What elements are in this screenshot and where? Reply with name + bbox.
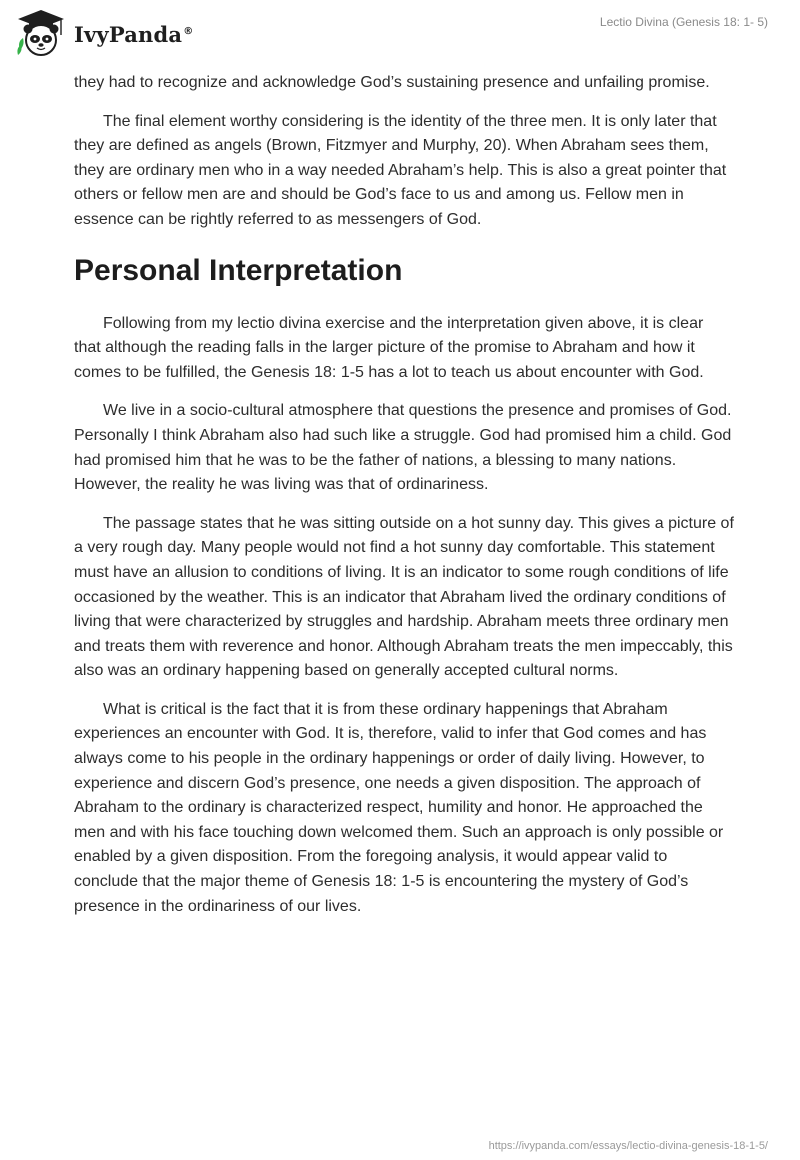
registered-mark: ® [183, 25, 194, 37]
paragraph-critical: What is critical is the fact that it is from these ordinary happenings that Abraham experiences an encounter with God. It is, therefore, valid to infer that God comes and has always come to his people in the ordinary happenings or order of daily living. However, to experience and discern God’s presence, one needs a given disposition. The approach of Abraham to the ordinary is characterized respect, humility and honor. He approached the men and with his face touching down welcomed them. Such an approach is only possible or enabled by a given disposition. From the foregoing analysis, it would appear valid to conclude that the major theme of Genesis 18: 1-5 is encountering the mystery of God’s presence in the ordinariness of our lives. [74, 700, 724, 915]
paragraph-we-live: We live in a socio-cultural atmosphere that questions the presence and promises of God. Personally I think Abraham also had such like a struggle. God had promised him a child. God had promised him that he was to be the father of nations, a blessing to many nations. However, the reality he was living was that of ordinariness. [74, 402, 732, 494]
brand-logo[interactable] [14, 8, 193, 58]
section-heading: Personal Interpretation [74, 253, 403, 287]
paragraph-passage: The passage states that he was sitting outside on a hot sunny day. This gives a picture of a very rough day. Many people would not find a hot sunny day comfortable. This statement must have an allusion to conditions of living. It is an indicator to some rough conditions of life occasioned by the weather. This is an indicator that Abraham lived the ordinary conditions of living that were characterized by struggles and hardship. Abraham meets three ordinary men and treats them with reverence and honor. Although Abraham treats the men impeccably, this also was an ordinary happening based on generally accepted cultural norms. [74, 514, 734, 680]
essay-content [74, 71, 734, 933]
page-header [0, 0, 800, 66]
source-url[interactable]: https://ivypanda.com/essays/lectio-divina-genesis-18-1-5/ [488, 1140, 768, 1152]
paragraph-following: Following from my lectio divina exercise and the interpretation given above, it is clear that although the reading falls in the larger picture of the promise to Abraham and how it comes to be fulfilled, the Genesis 18: 1-5 has a lot to teach us about encounter with God. [74, 314, 704, 381]
panda-graduate-icon [14, 8, 68, 58]
paragraph-continuation: they had to recognize and acknowledge God’s sustaining presence and unfailing promise. [74, 74, 710, 91]
brand-name: IvyPanda® [74, 21, 194, 47]
paragraph-three-men: The final element worthy considering is the identity of the three men. It is only later that they are defined as angels (Brown, Fitzmyer and Murphy, 20). When Abraham sees them, they are ordinary men who in a way needed Abraham’s help. This is also a great pointer that others or fellow men are and should be God’s face to us and among us. Fellow men in essence can be rightly referred to as messengers of God. [74, 112, 727, 228]
document-title: Lectio Divina (Genesis 18: 1- 5) [599, 15, 768, 29]
